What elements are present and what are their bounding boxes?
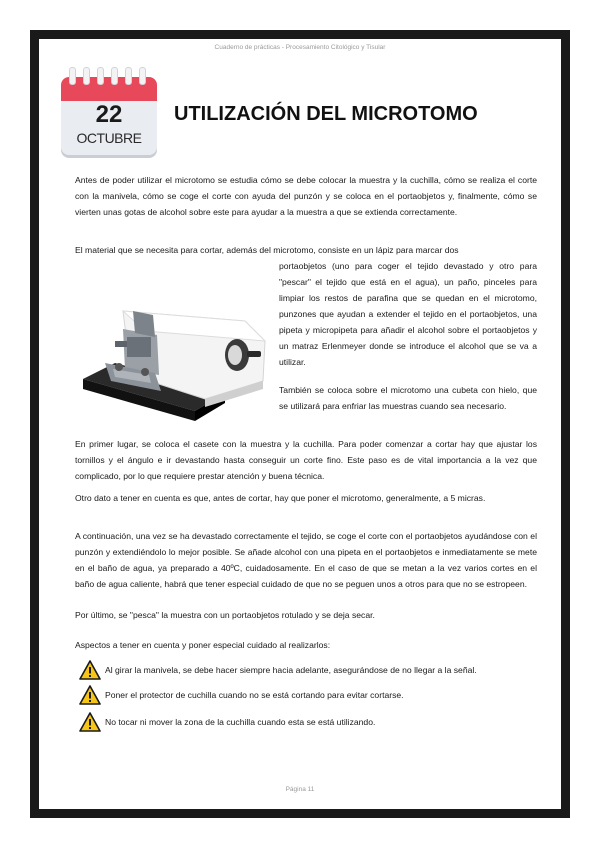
- aspects-heading: Aspectos a tener en cuenta y poner especial cuidado al realizarlos:: [75, 640, 331, 650]
- page-number: Página 11: [285, 786, 315, 793]
- calendar-month: OCTUBRE: [76, 130, 142, 146]
- aspect-text: No tocar ni mover la zona de la cuchilla cuando esta se está utilizando.: [105, 717, 376, 727]
- paragraph-first-step: En primer lugar, se coloca el casete con la muestra y la cuchilla. Para poder comenzar a cortar hay que ajustar los tornillos y el ángulo e ir devastando hasta conseguir un corte fino. Este paso es de vital importancia a la vez que complicado, por lo que requiere prestar atención y buena técnica.: [75, 439, 537, 481]
- paragraph-final-step: Por último, se "pesca" la muestra con un portaobjetos rotulado y se deja secar.: [75, 610, 375, 620]
- calendar-ring: [139, 67, 146, 85]
- list-item: [79, 659, 477, 681]
- calendar-day: 22: [95, 101, 123, 128]
- paragraph-microns: Otro dato a tener en cuenta es que, antes de cortar, hay que poner el microtomo, generalmente, a 5 micras.: [75, 493, 486, 503]
- paragraph-slide-step: A continuación, una vez se ha devastado correctamente el tejido, se coge el corte con el portaobjetos ayudándose con el punzón y extendiéndolo lo mejor posible. Se añade alcohol con una pipeta en el portaobjetos e inmediatamente se mete en el baño de agua, ya preparado a 40ºC, cuidadosamente. En el caso de que se metan a la vez varios cortes en el baño de agua caliente, habrá que tener especial cuidado de que no se peguen unos a otros para que no se estropeen.: [75, 531, 537, 589]
- calendar-ring: [69, 67, 76, 85]
- page-frame: [30, 30, 570, 818]
- calendar-icon: [61, 67, 157, 159]
- page-title: UTILIZACIÓN DEL MICROTOMO: [174, 103, 478, 125]
- calendar-ring: [111, 67, 118, 85]
- aspect-text: Poner el protector de cuchilla cuando no se está cortando para evitar cortarse.: [105, 690, 404, 700]
- microtome-image: [75, 271, 271, 439]
- paragraph-ice-tray: También se coloca sobre el microtomo una cubeta con hielo, que se utilizará para enfriar las muestras cuando sea necesario.: [279, 385, 537, 411]
- paragraph-material-lead: El material que se necesita para cortar, además del microtomo, consiste en un lápiz para marcar dos: [75, 245, 459, 255]
- list-item: [79, 711, 375, 733]
- page-header: Cuaderno de prácticas - Procesamiento Citológico y Tisular: [214, 44, 386, 51]
- calendar-ring: [97, 67, 104, 85]
- aspect-text: Al girar la manivela, se debe hacer siempre hacia adelante, asegurándose de no llegar a la señal.: [105, 665, 477, 675]
- list-item: [79, 684, 404, 706]
- calendar-ring: [125, 67, 132, 85]
- paragraph-material-wrap: portaobjetos (uno para coger el tejido devastado y otro para "pescar" el tejido que está en el agua), un paño, pinceles para limpiar los restos de parafina que se quedan en el microtomo, punzones que ayudan a extender el tejido en el portaobjetos, una pipeta y micropipeta para añadir el alcohol sobre el portaobjetos y un matraz Erlenmeyer donde se introduce el alcohol que se va a utilizar.: [279, 261, 537, 367]
- warning-icon: [79, 712, 101, 732]
- calendar-ring: [83, 67, 90, 85]
- warning-icon: [79, 660, 101, 680]
- warning-icon: [79, 685, 101, 705]
- paragraph-intro: Antes de poder utilizar el microtomo se estudia cómo se debe colocar la muestra y la cuchilla, cómo se realiza el corte con la manivela, cómo se coge el corte con ayuda del punzón y se coloca en el portaobjetos y, finalmente, cómo se vierten unas gotas de alcohol sobre este para ayudar a la muestra a que se extienda correctamente.: [75, 175, 537, 217]
